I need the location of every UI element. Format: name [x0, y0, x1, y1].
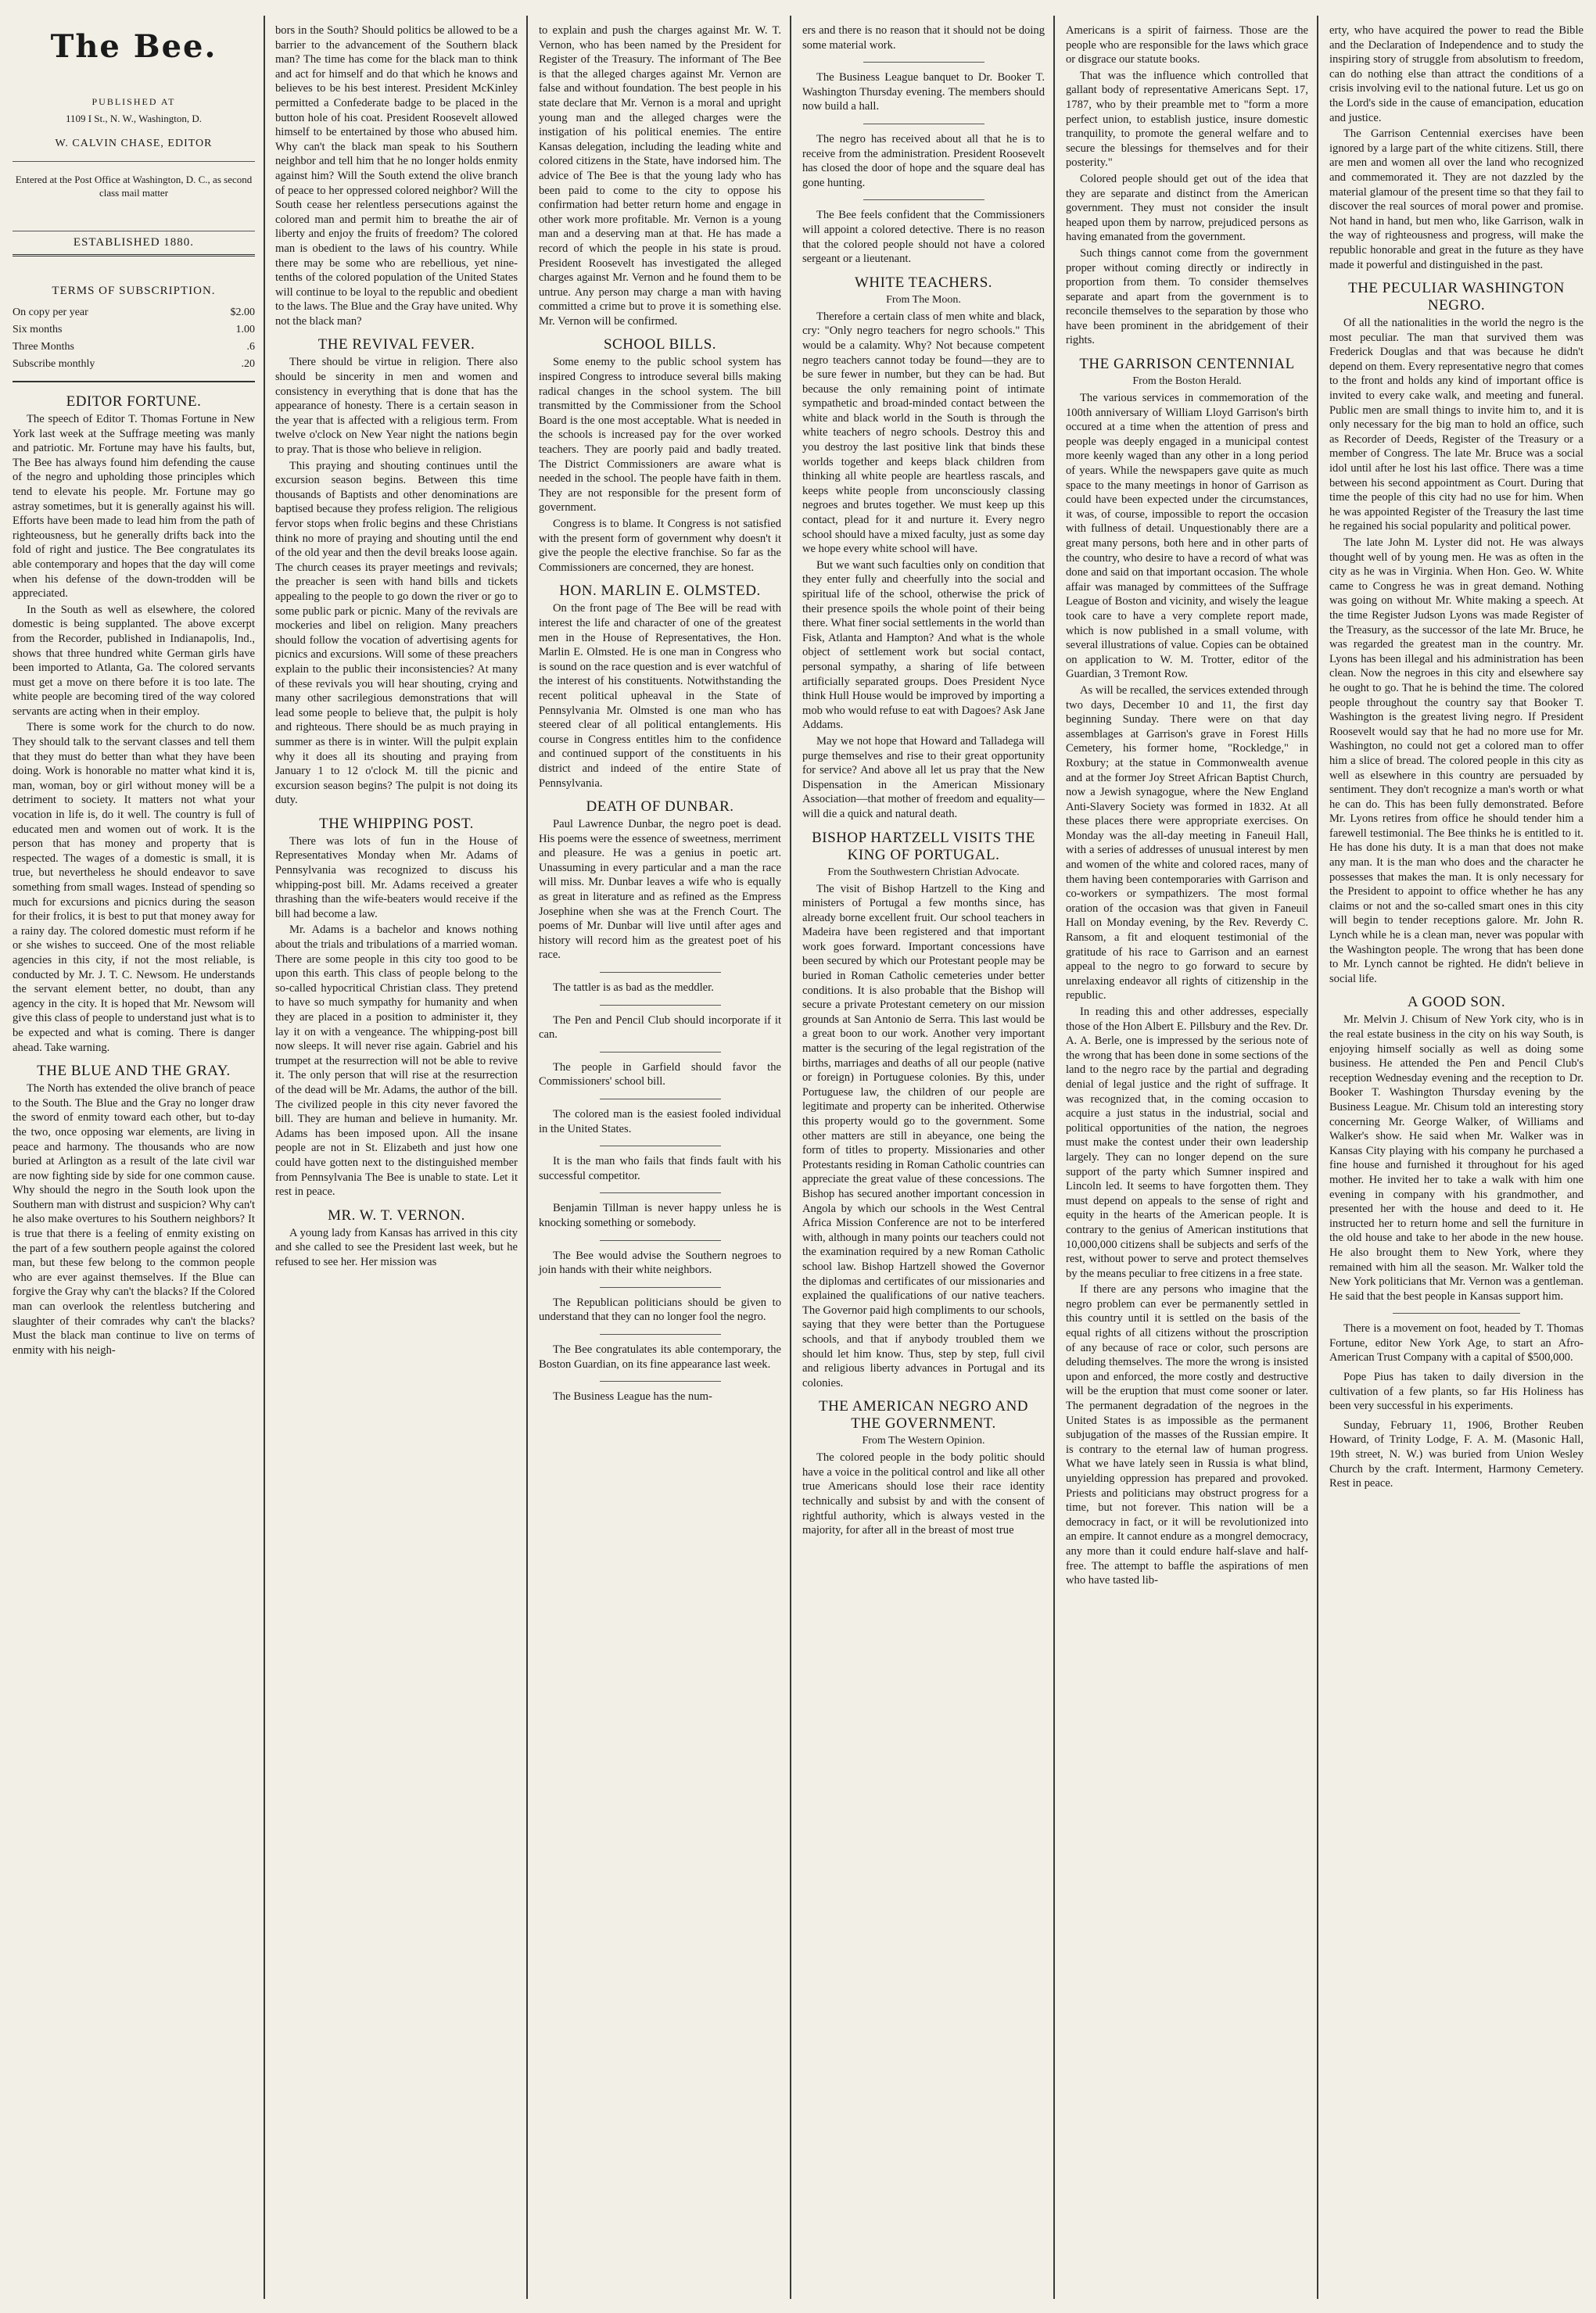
paragraph: This praying and shouting continues until the excursion season begins. Between this time thousands of Baptists and other denominations are baptised because they profess religion. The religious fervor stops when frolic begins and these Christians think no more of praying and shouting until the end of the old year and then the devil breaks loose again. The church ceases its prayer meetings and revivals; the preacher is seen with hand bills and tickets appealing to the people to go down the river or go to some public park or picnic. Many of the revivals are mockeries and libel on religion. Many preachers should follow the vocation of advertising agents for picnics and excursions. Will some of these preachers explain to the public their inconsistencies? At many of these revivals you will hear shouting, crying and many other sacrilegious demonstrations that will lead some people to believe that, the pulpit is holy and righteous. There should be as much praying in summer as there is in winter. Will the pulpit explain why it does all its shouting and praying from January 1 to 12 o'clock M. till the picnic and excursion season begins? The pulpit is not doing its duty. [275, 459, 518, 807]
paragraph: A young lady from Kansas has arrived in this city and she called to see the President last week, but he refused to see her. Her mission was [275, 1226, 518, 1268]
subscription-terms [13, 285, 255, 382]
paragraph: The Garrison Centennial exercises have been ignored by a large part of the white citizens. Still, there are men and women all over the land who recognized and commemorated it. They are not dazzled by the material glamour of the present time so that they fail to discover the real sources of moral power and promise. Not hand in hand, but men who, like Garrison, walk in the way of righteousness and progress, will make the republic honorable and great in the future as they have made it powerful and distinguished in the past. [1329, 127, 1583, 271]
paragraph: There was lots of fun in the House of Representatives Monday when Mr. Adams of Pennsylvania was recognized to discuss his whipping-post bill. Mr. Adams received a greater thrashing than the wife-beaters would receive if the bill had become a law. [275, 834, 518, 920]
paragraph: The speech of Editor T. Thomas Fortune in New York last week at the Suffrage meeting was manly and patriotic. Mr. Fortune may have his faults, but, The Bee has always found him defending the cause of the negro and upholding those principles which tend to elevate his people. Mr. Fortune may go astray sometimes, but it is generally against his will. Efforts have been made to lead him from the path of righteousness, but he generally drifts back into the fold of right and justice. The Bee congratulates its able contemporary and hopes that the day will come when his defense of the down-trodden will be appreciated. [13, 413, 255, 601]
masthead-address: 1109 I St., N. W., Washington, D. [65, 113, 203, 124]
brief-item: The Bee would advise the Southern negroes to join hands with their white neighbors. [539, 1249, 781, 1277]
brief-item: The people in Garfield should favor the Commissioners' school bill. [539, 1060, 781, 1088]
headline: DEATH OF DUNBAR. [586, 798, 734, 816]
terms-price: 1.00 [235, 324, 255, 335]
brief-item: The colored man is the easiest fooled individual in the United States. [539, 1108, 781, 1135]
masthead-established: ESTABLISHED 1880. [13, 231, 255, 256]
paragraph: Colored people should get out of the idea that they are separate and distinct from the American government. They must not consider the insult heaped upon them by narrow, prejudiced persons as having emanated from the government. [1066, 172, 1308, 244]
masthead-entered: Entered at the Post Office at Washington, D. C., as second class mail matter [15, 174, 253, 199]
source-line: From The Moon. [886, 293, 961, 306]
paragraph: There is some work for the church to do now. They should talk to the servant classes and tell them that they must do better than what they have been doing. Work is honorable no matter what kind it is, man, woman, boy or girl without money will be a detriment to society. It matters not what your vocation in life is, do it well. The country is full of educated men and women out of work. It is the person that has money and property that is respected. The wages of a domestic is small, it is true, but nevertheless he should endeavor to save something from small wages. Instead of spending so much for excursions and picnics during the season for their frolics, it is best to put that money away for a rainy day. The colored domestic must reform if he or she wishes to succeed. One of the most reliable agencies in this city, if not the most reliable, is conducted by Mr. J. T. C. Newsom. He understands the servant element better, no doubt, than any agency in the city. It is hoped that Mr. Newsom will give this class of people to understand just what is to be expected and what is coming. There is danger ahead. Take warning. [13, 721, 255, 1054]
headline: A GOOD SON. [1407, 994, 1506, 1011]
headline: BISHOP HARTZELL VISITS THE KING OF PORTUGAL. [812, 829, 1035, 863]
masthead-editor: W. CALVIN CHASE, EDITOR [13, 138, 255, 162]
terms-row [13, 304, 255, 321]
terms-price: .20 [241, 358, 255, 370]
brief-item: Benjamin Tillman is never happy unless he is knocking something or somebody. [539, 1202, 781, 1229]
source-line: From The Western Opinion. [862, 1435, 985, 1447]
paragraph: But we want such faculties only on condition that they enter fully and cheerfully into the social and spiritual life of the school, otherwise the prick of their presence spoils the whole point of their being there. What finer social settlements in the world than Fisk, Atlanta and Hampton? And what is the whole object of settlement work but social contact, personal sympathy, a sharing of life between artificially separated groups. Does President Nyce think Hull House would be improved by importing a mob who would refuse to eat with Dagoes? Ask Jane Addams. [802, 558, 1045, 732]
separator [600, 972, 721, 973]
terms-price: .6 [246, 341, 255, 353]
paragraph: In reading this and other addresses, especially those of the Hon Albert E. Pillsbury and the Rev. Dr. A. A. Berle, one is impressed by the serious note of the wrong that has been done in some sections of the land to the negro race by the partial and degrading denial of legal justice and the right of suffrage. It was recognized that, in the coming occasion to acquire a just status in the industrial, social and political opportunities of the nation, the negroes must make the contest under their own leadership largely. They can no longer depend on the sure support of the party which Sumner inspired and Lincoln led. It seems to have forgotten them. They must depend on appeals to the sense of right and equity in the hearts of the American people. It is contrary to the genius of American institutions that 10,000,000 citizens shall be subjects and serfs of the rest, without power to serve and protect themselves by the means peculiar to free citizens in a free state. [1066, 1006, 1308, 1280]
column-3 [531, 23, 789, 2291]
terms-label: On copy per year [13, 307, 88, 318]
paragraph: If there are any persons who imagine that the negro problem can ever be permanently settled in this country until it is settled on the basis of the equal rights of all citizens without the proscription of any because of race or color, such persons are deluding themselves. The more the wrong is insisted upon and enforced, the more costly and destructive will be the eruption that must come sooner or later. The permanent degradation of the negroes in the United States is as impossible as the permanent subjugation of the masses of the Russian empire. It is contrary to the eternal law of human progress. What we have lately seen in Russia is what blind, unyielding oppression has prepared and provoked. Priests and politicians may obstruct progress for a time, but not forever. This nation will be a democracy in fact, or it will be revolutionized into an empire. It cannot endure as a mongrel democracy, any more than it could endure half-slave and half-free. The attempt to baffle the aspirations of men who have tasted lib- [1066, 1283, 1308, 1587]
source-line: From the Southwestern Christian Advocate. [827, 866, 1020, 878]
masthead-title: The Bee. [50, 28, 217, 65]
terms-row [13, 321, 255, 339]
headline: WHITE TEACHERS. [854, 274, 993, 291]
paragraph: The colored people in the body politic should have a voice in the political control and like all other true Americans should lose their race identity technically and subsist by and with the consent of rightful authority, which is always vested in the majority, for after all in the breast of most true [802, 1451, 1045, 1537]
paragraph: That was the influence which controlled that gallant body of representative Americans Sept. 17, 1787, who by their preamble met to "form a more perfect union, to establish justice, insure domestic tranquility, to promote the general welfare and to secure the blessings for themselves and for their posterity." [1066, 69, 1308, 170]
separator [600, 1052, 721, 1053]
terms-label: Three Months [13, 341, 74, 353]
separator [863, 62, 984, 63]
paragraph: The various services in commemoration of the 100th anniversary of William Lloyd Garrison's birth occured at a time when the attention of press and people was deeply engaged in a municipal contest more keenly waged than any other in a long period of years. While the newspapers gave quite as much space to the many meetings in honor of Garrison as could have been expected under the circumstances, it was, of course, impossible to report the occasion with fullness of detail. Unquestionably there are a great many persons, both here and in other parts of the country, who desire to have a record of what was done and said on that important occasion. The whole affair was managed by committees of the Suffrage League of Boston and vicinity, and wisely the league took care to have a very complete report made, which is now published in a small volume, with several illustrations of value. Copies can be obtained on application to W. M. Trotter, editor of the Guardian, 3 Tremont Row. [1066, 392, 1308, 681]
paragraph: May we not hope that Howard and Talladega will purge themselves and rise to their great opportunity for service? And above all let us pray that the New Dispensation in the American Missionary Association—that mother of freedom and equality—will die a quick and natural death. [802, 734, 1045, 820]
headline: THE WHIPPING POST. [319, 815, 474, 832]
paragraph: Therefore a certain class of men white and black, cry: "Only negro teachers for negro schools." This would be a calamity. Why? Not because competent negro teachers cannot today be found—they are to be sure fewer in number, but they can be had. But because the only remaining point of intimate sympathetic and broad-minded contact between the white and black world in the South is through the white teachers of negro schools. Destroy this and you destroy the last positive link that binds these worlds together and keeps black children from thinking all white people are heartless rascals, and keeps white people from unconsciously classing negroes and brutes together. We must keep up this contact, plead for it and nurture it. Every negro school should have a mixed faculty, just as some day we hope every white school will have. [802, 310, 1045, 556]
paragraph: The Business League banquet to Dr. Booker T. Washington Thursday evening. The members should now build a hall. [802, 71, 1045, 113]
paragraph: As will be recalled, the services extended through two days, December 10 and 11, the first day beginning Sunday. There were on that day assemblages at Garrison's grave in Forest Hills Cemetery, his former home, "Rockledge," in Roxbury; at the statue in Commonwealth avenue and at the former Joy Street African Baptist Church, now a Jewish synagogue, where the New England Anti-Slavery Society was formed in 1832. At all these places there were appropriate exercises. On Monday was the all-day meeting in Faneuil Hall, with a series of addresses of unusual interest by men and women of the white and colored races, many of them having been contemporaries with Garrison and co-workers or sympathizers. The most formal oration of the occasion was that given in Faneuil Hall on Monday evening, by the Rev. Reverdy C. Ransom, a fit and eloquent testimonial of the gratitude of his race to Garrison and an earnest appeal to the negro to go forward to secure by unrelaxing endeavor all rights of citizenship in the republic. [1066, 683, 1308, 1002]
headline: THE AMERICAN NEGRO AND THE GOVERNMENT. [818, 1398, 1029, 1433]
column-6 [1322, 23, 1591, 2291]
terms-row [13, 356, 255, 373]
source-line: From the Boston Herald. [1132, 375, 1242, 388]
brief-item: Sunday, February 11, 1906, Brother Reuben Howard, of Trinity Lodge, F. A. M. (Masonic Hall, 19th street, N. W.) was buried from Union Wesley Church by the craft. Interment, Harmony Cemetery. Rest in peace. [1329, 1418, 1583, 1490]
paragraph: There should be virtue in religion. There also should be sincerity in men and women and consistency in everything that is done that has the appearance of honesty. There is a certain season in the year that is affected with a religious term. From twelve o'clock on New Year night the nations begin to pray. That is those who believe in religion. [275, 356, 518, 457]
brief-item: The tattler is as bad as the meddler. [553, 981, 714, 995]
headline: SCHOOL BILLS. [603, 336, 717, 353]
separator [863, 199, 984, 200]
brief-item: It is the man who fails that finds fault with his successful competitor. [539, 1155, 781, 1182]
brief-item: The Bee congratulates its able contemporary, the Boston Guardian, on its fine appearance last week. [539, 1343, 781, 1371]
column-rule [264, 16, 265, 2299]
paragraph: ers and there is no reason that it should not be doing some material work. [802, 24, 1045, 52]
paragraph: Paul Lawrence Dunbar, the negro poet is dead. His poems were the essence of sweetness, merriment and pleasure. He was a genius in poetic art. Unassuming in every particular and a man the race will miss. Mr. Dunbar leaves a wife who is equally as great in literature and as refined as the Empress Josephine when she was at the French Court. The poems of Mr. Dunbar will live until after ages and history will record him as the greatest poet of his race. [539, 818, 781, 962]
separator [600, 1334, 721, 1335]
column-2 [267, 23, 525, 2291]
separator [1393, 1313, 1520, 1314]
headline: THE PECULIAR WASHINGTON NEGRO. [1348, 280, 1565, 314]
paragraph: In the South as well as elsewhere, the colored domestic is being supplanted. The above excerpt from the Recorder, published in Indianapolis, Ind., shows that three hundred white German girls have been imported to Atlanta, Ga. The colored servants must get a move on there before it is too late. The white people are becoming tired of the way colored servants are acting when in their employ. [13, 603, 255, 718]
paragraph: Some enemy to the public school system has inspired Congress to introduce several bills making radical changes in the school system. The bill transmitted by the Commissioner from the School Board is the one most acceptable. What is needed in the schools is increased pay for the over worked teachers. They are poorly paid and badly treated. The District Commissioners are aware what is needed in the school. The people have faith in them. They are not responsible for the present form of government. [539, 356, 781, 515]
separator [600, 1381, 721, 1382]
paragraph: to explain and push the charges against Mr. W. T. Vernon, who has been named by the President for Register of the Treasury. The informant of The Bee is that the alleged charges against Mr. Vernon are false and without foundation. The best people in his state declare that Mr. Vernon is a moral and upright young man and the alleged charges were the instigation of his political enemies. The entire Kansas delegation, including the leading white and colored citizens in the State, have indorsed him. The advice of The Bee is that the young lady who has been paid to come to the city to oppose his confirmation had better return home and engage in other work more profitable. Mr. Vernon is a young man and a deserving man at that. He has made a record of which the people in his state is proud. President Roosevelt has investigated the alleged charges against Mr. Vernon and he found them to be untrue. Any person may charge a man with having committed a crime but to prove it is something else. Mr. Vernon will be confirmed. [539, 24, 781, 328]
paragraph: The visit of Bishop Hartzell to the King and ministers of Portugal a few months since, has already borne excellent fruit. Our school teachers in Madeira have been registered and that important work goes forward. Important concessions have been secured by which our Protestant people may be buried in Roman Catholic cemeteries under better conditions. It is also probable that the Bishop will secure a private Protestant cemetery on our mission grounds at San Antonio de Serra. This last would be a great boon to our work. Another very important matter is the securing of the legal registration of the births, marriages and deaths of all our people (native or foreign) in Portuguese colonies. By this, under Portuguese law, the children of our people are legitimate and property can be inherited. Otherwise this property would go to the government. Some other matters are still in abeyance, one being the form of titles to property. Missionaries and other Protestants residing in Roman Catholic countries can appreciate the great value of these concessions. The Bishop has secured another important concession in Angola by which our schools in the West Central Africa Mission Conference are not to be interfered with, although in many points our teachers could not the examination required by a new Roman Catholic school law. Bishop Hartzell showed the Governor the diplomas and certificates of our missionaries and explained the qualifications of our native teachers. The Governor paid high compliments to our schools, saying that they were better than the Portuguese schools, and that if anybody troubled them we should let him know. Thus, step by step, full civil and religious liberty advances in Portugal and its colonies. [802, 882, 1045, 1390]
terms-label: Six months [13, 324, 63, 335]
brief-item: The Business League has the num- [553, 1390, 712, 1404]
column-4 [794, 23, 1053, 2291]
terms-title: TERMS OF SUBSCRIPTION. [52, 285, 216, 297]
headline: THE REVIVAL FEVER. [317, 336, 475, 353]
column-5 [1058, 23, 1316, 2291]
paragraph: The Bee feels confident that the Commissioners will appoint a colored detective. There is no reason that the colored people should not have a colored sergeant or a lieutenant. [802, 209, 1045, 266]
paragraph: The North has extended the olive branch of peace to the South. The Blue and the Gray no longer draw the sword of enmity toward each other, but to-day the two, once opposing war elements, are living in peace and harmony. The thousands who are now buried at Arlington as a result of the late civil war are now fighting side by side for one common cause. Why should the negro in the South look upon the Southern man with distrust and suspicion? Why can't he also make overtures to his Southern neighbors? It is true that there is a feeling of enmity existing on the part of a few southern people against the colored man, but these few belong to the common people who are ever against themselves. If the Blue can forgive the Gray why can't the blacks? If the Colored man can overlook the relentless butchering and slaughter of their comrades why can't the blacks? Must the black man continue to live on terms of enmity with his neigh- [13, 1082, 256, 1357]
paragraph: erty, who have acquired the power to read the Bible and the Declaration of Independence and to study the inspiring story of struggle from absolutism to freedom, can do nothing else than attract the conditions of a crisis involving evil to the national future. Let us go on the Lord's side in the cause of emancipation, education and justice. [1329, 24, 1583, 124]
terms-price: $2.00 [230, 307, 255, 318]
paragraph: Mr. Melvin J. Chisum of New York city, who is in the real estate business in the city on his way South, is enjoying himself socially as well as doing some business. He attended the Pen and Pencil Club's reception Wednesday evening and the reception to Dr. Booker T. Washington Thursday evening by the Business League. Mr. Chisum told an interesting story concerning Mr. George Walker, of Williams and Walker's show. He said when Mr. Walker was in Kansas City playing with his company he purchased a fine house and furnished it throughout for his aged mother. He invited her to take a walk with him one evening in company with his grandmother, and presented her with the house and deed to it. He instructed her to return home and sell the furniture in the old house and take to her abode in the new house. He also brought them to New York, where they remained with him all the season. Mr. Walker told the New York politicians that Mr. Vernon was a gentleman. He said that the best people in Kansas support him. [1329, 1013, 1583, 1303]
brief-item: The Pen and Pencil Club should incorporate if it can. [539, 1013, 781, 1042]
headline: EDITOR FORTUNE. [66, 393, 202, 410]
paragraph: Americans is a spirit of fairness. Those are the people who are responsible for the laws which grace or disgrace our statute books. [1066, 24, 1308, 66]
column-1 [5, 23, 263, 2291]
headline: MR. W. T. VERNON. [328, 1207, 465, 1224]
masthead [13, 28, 255, 256]
paragraph: The negro has received about all that he is to receive from the administration. President Roosevelt has closed the door of hope and the square deal has gone hunting. [802, 132, 1045, 189]
separator [600, 1192, 721, 1193]
headline: THE GARRISON CENTENNIAL [1079, 356, 1295, 373]
column-rule [526, 16, 528, 2299]
terms-row [13, 339, 255, 356]
paragraph: Such things cannot come from the government proper without coming directly or indirectly in proportion from them. To consider themselves separate and apart from the government is to reconcile themselves to the separation by those who have been prominent in the abridgement of their rights. [1066, 246, 1308, 347]
published-at: PUBLISHED AT [91, 96, 176, 107]
paragraph: On the front page of The Bee will be read with interest the life and character of one of the greatest men in the House of Representatives, the Hon. Marlin E. Olmsted. He is one man in Congress who is sound on the race question and is ever watchful of the interest of his constituents. Notwithstanding the recent political upheaval in the State of Pennsylvania Mr. Olmsted is one man who has steered clear of all political entanglements. His course in Congress entitles him to the confidence and continued support of the constituents in his district and indeed of the entire State of Pennsylvania. [539, 602, 781, 790]
paragraph: Mr. Adams is a bachelor and knows nothing about the trials and tribulations of a married woman. There are some people in this city too good to be upon this earth. This class of people belong to the so-called hypocritical Christian class. They pretend to have so much sympathy for humanity and when they are placed in a position to administer it, they lay it on with a vengeance. The whipping-post bill now sleeps. It will never rise again. Gabriel and his trumpet at the resurrection will not be able to revive it. The only person that will rise at the resurrection of the dead will be Mr. Adams, the author of the bill. The civilized people in this city never favored the bill. They are human and believe in humanity. Mr. Adams has been imposed upon. All the insane people are not in St. Elizabeth and just how one could have gotten next to the distinguished member from Pennsylvania The Bee is unable to state. Let it rest in peace. [275, 923, 518, 1199]
headline: HON. MARLIN E. OLMSTED. [559, 583, 761, 600]
headline: THE BLUE AND THE GRAY. [37, 1063, 231, 1080]
paragraph: The late John M. Lyster did not. He was always thought well of by young men. He was as often in the city as he was in Virginia. When Hon. Geo. W. White came to Congress he was in great demand. Nothing was going on without Mr. White making a speech. At the time Register Judson Lyons was made Register of the Treasury, as the successor of the late Mr. Bruce, he was regarded the greatest man in the country. Mr. Lyons has been illegal and his administration has been clean. Now the negroes in this city and elsewhere say he ought to go. That he is behind the time. The colored people throughout the country say that Booker T. Washington is the greatest living negro. If President Roosevelt would say that he had no more use for Mr. Washington, no could not get a colored man to offer him a slice of bread. The colored people in this city as well as elsewhere in this country are persuaded by sentiment. They don't recognize a man's worth or what he can do. This has been fully demonstrated. Before Mr. Lyons retires from office he should tender him a farewell testimonial. The Bee thinks he is entitled to it. He has done his duty. It is a man that does not make any man. It is the man who does and the character he possesses that makes the man. It is only necessary for the President to appoint to office whether he has any claims or not and the so-called smart ones in this city will begin to tender receptions galore. Mr. John R. Lynch while he is a clean man, never was popular with the Washington people. The wrong that has been done to Mr. Lynch cannot be righted. He didn't believe in social life. [1329, 536, 1583, 985]
column-rule [1317, 16, 1318, 2299]
paragraph: bors in the South? Should politics be allowed to be a barrier to the advancement of the Southern black man? The time has come for the black man to think and act for himself and do that which he knows and believes to be his best interest. President McKinley permitted a Confederate badge to be placed in the button hole of his coat. President Roosevelt allowed himself to be entertained by those who abused him. Why can't the black man speak to his Southern neighbor and tell him that he no longer holds enmity against him? Will the South extend the olive branch of peace to her oppressed colored neighbor? Will the South cease her relentless persecutions against the colored man and permit him to breathe the air of liberty and enjoy the fruits of freedom? The colored man is obedient to the laws of his country. While there may be some who are rebellious, yet nine-tenths of the colored population of the United States will continue to be loyal to the republic and obedient to the laws. The Blue and the Gray have united. Why not the black man? [275, 24, 518, 328]
brief-item: There is a movement on foot, headed by T. Thomas Fortune, editor New York Age, to start an Afro-American Trust Company with a capital of $500,000. [1329, 1322, 1583, 1364]
brief-item: The Republican politicians should be given to understand that they can no longer fool the negro. [539, 1296, 781, 1324]
paragraph: Of all the nationalities in the world the negro is the most peculiar. The man that survived them was Frederick Douglas and that was because he didn't depend on them. Every representative negro that comes to the front and holds any kind of important office is invited to every cake walk, and meeting and funeral. Public men are small things to invite him to, and it is only necessary for the big man to hold an office, such as Recorder of Deeds, Register of the Treasury or a member of Congress. The late Mr. Bruce was a social idol until after he lost his last office. There was a time between his second appointment as Court. During that time the people of this city had no use for him. When he was appointed Register of the Treasury the last time he regained his social popularity and political power. [1329, 317, 1583, 533]
paragraph: Congress is to blame. It Congress is not satisfied with the present form of government why doesn't it give the people the elective franchise. So far as the Commissioners are concerned, they are honest. [539, 518, 781, 574]
column-rule [790, 16, 791, 2299]
separator [600, 1287, 721, 1288]
terms-label: Subscribe monthly [13, 358, 95, 370]
separator [600, 1005, 721, 1006]
brief-item: Pope Pius has taken to daily diversion in the cultivation of a few plants, so far His Holiness has been very successful in his experiments. [1329, 1371, 1583, 1413]
column-rule [1053, 16, 1055, 2299]
separator [600, 1240, 721, 1241]
